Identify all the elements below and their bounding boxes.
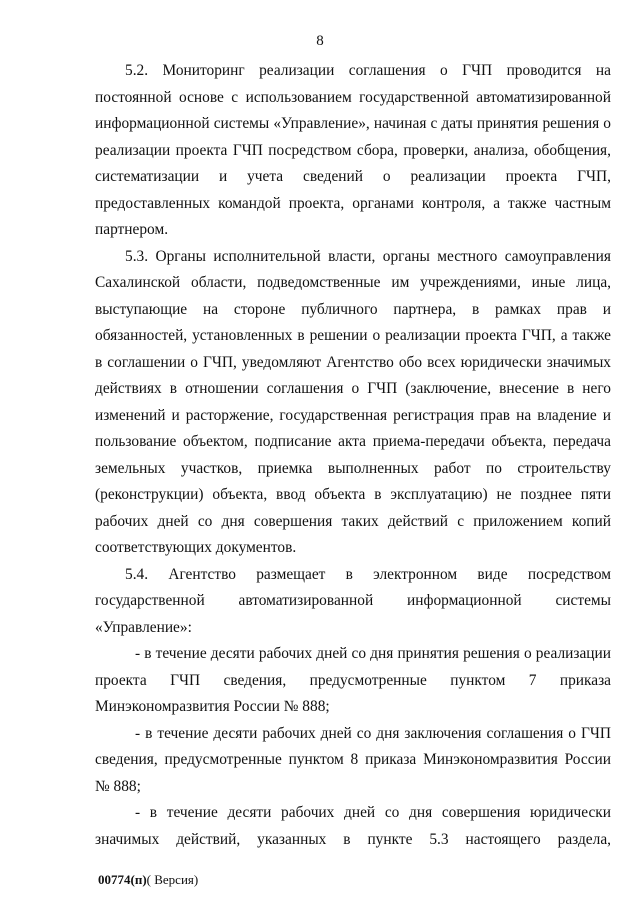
document-body [95,58,611,853]
document-footer [98,872,198,888]
paragraph-5-4: 5.4. Агентство размещает в электронном виде посредством государственной автоматизированной информационной системы «Управление»: [95,565,611,636]
document-version: ( Версия) [146,872,199,887]
paragraph-5-3: 5.3. Органы исполнительной власти, органы местного самоуправления Сахалинской области, подведомственные им учреждениями, иные лица, выступающие на стороне публичного партнера, в рамках прав и обязанностей, установленных в решении о реализации проекта ГЧП, а также в соглашении о ГЧП, уведомляют Агентство обо всех юридически значимых действиях в отношении соглашения о ГЧП (заключение, внесение в него изменений и расторжение, государственная регистрация прав на владение и пользование объектом, подписание акта приема-передачи объекта, передача земельных участков, приемка выполненных работ по строительству (реконструкции) объекта, ввод объекта в эксплуатацию) не позднее пяти рабочих дней со дня совершения таких действий с приложением копий соответствующих документов. [95,247,611,556]
page-number: 8 [316,33,324,49]
list-item-legal-actions: - в течение десяти рабочих дней со дня совершения юридически значимых действий, указанных в пункте 5.3 настоящего раздела, [95,804,611,848]
list-item-decision: - в течение десяти рабочих дней со дня принятия решения о реализации проекта ГЧП сведения, предусмотренные пунктом 7 приказа Минэкономразвития России № 888; [95,645,611,715]
paragraph-5-2: 5.2. Мониторинг реализации соглашения о ГЧП проводится на постоянной основе с использованием государственной автоматизированной информационной системы «Управление», начиная с даты принятия решения о реализации проекта ГЧП посредством сбора, проверки, анализа, обобщения, систематизации и учета сведений о реализации проекта ГЧП, предоставленных командой проекта, органами контроля, а также частным партнером. [95,62,611,238]
list-item-agreement: - в течение десяти рабочих дней со дня заключения соглашения о ГЧП сведения, предусмотренные пунктом 8 приказа Минэкономразвития России № 888; [95,724,611,795]
document-code: 00774(п) [98,872,147,887]
